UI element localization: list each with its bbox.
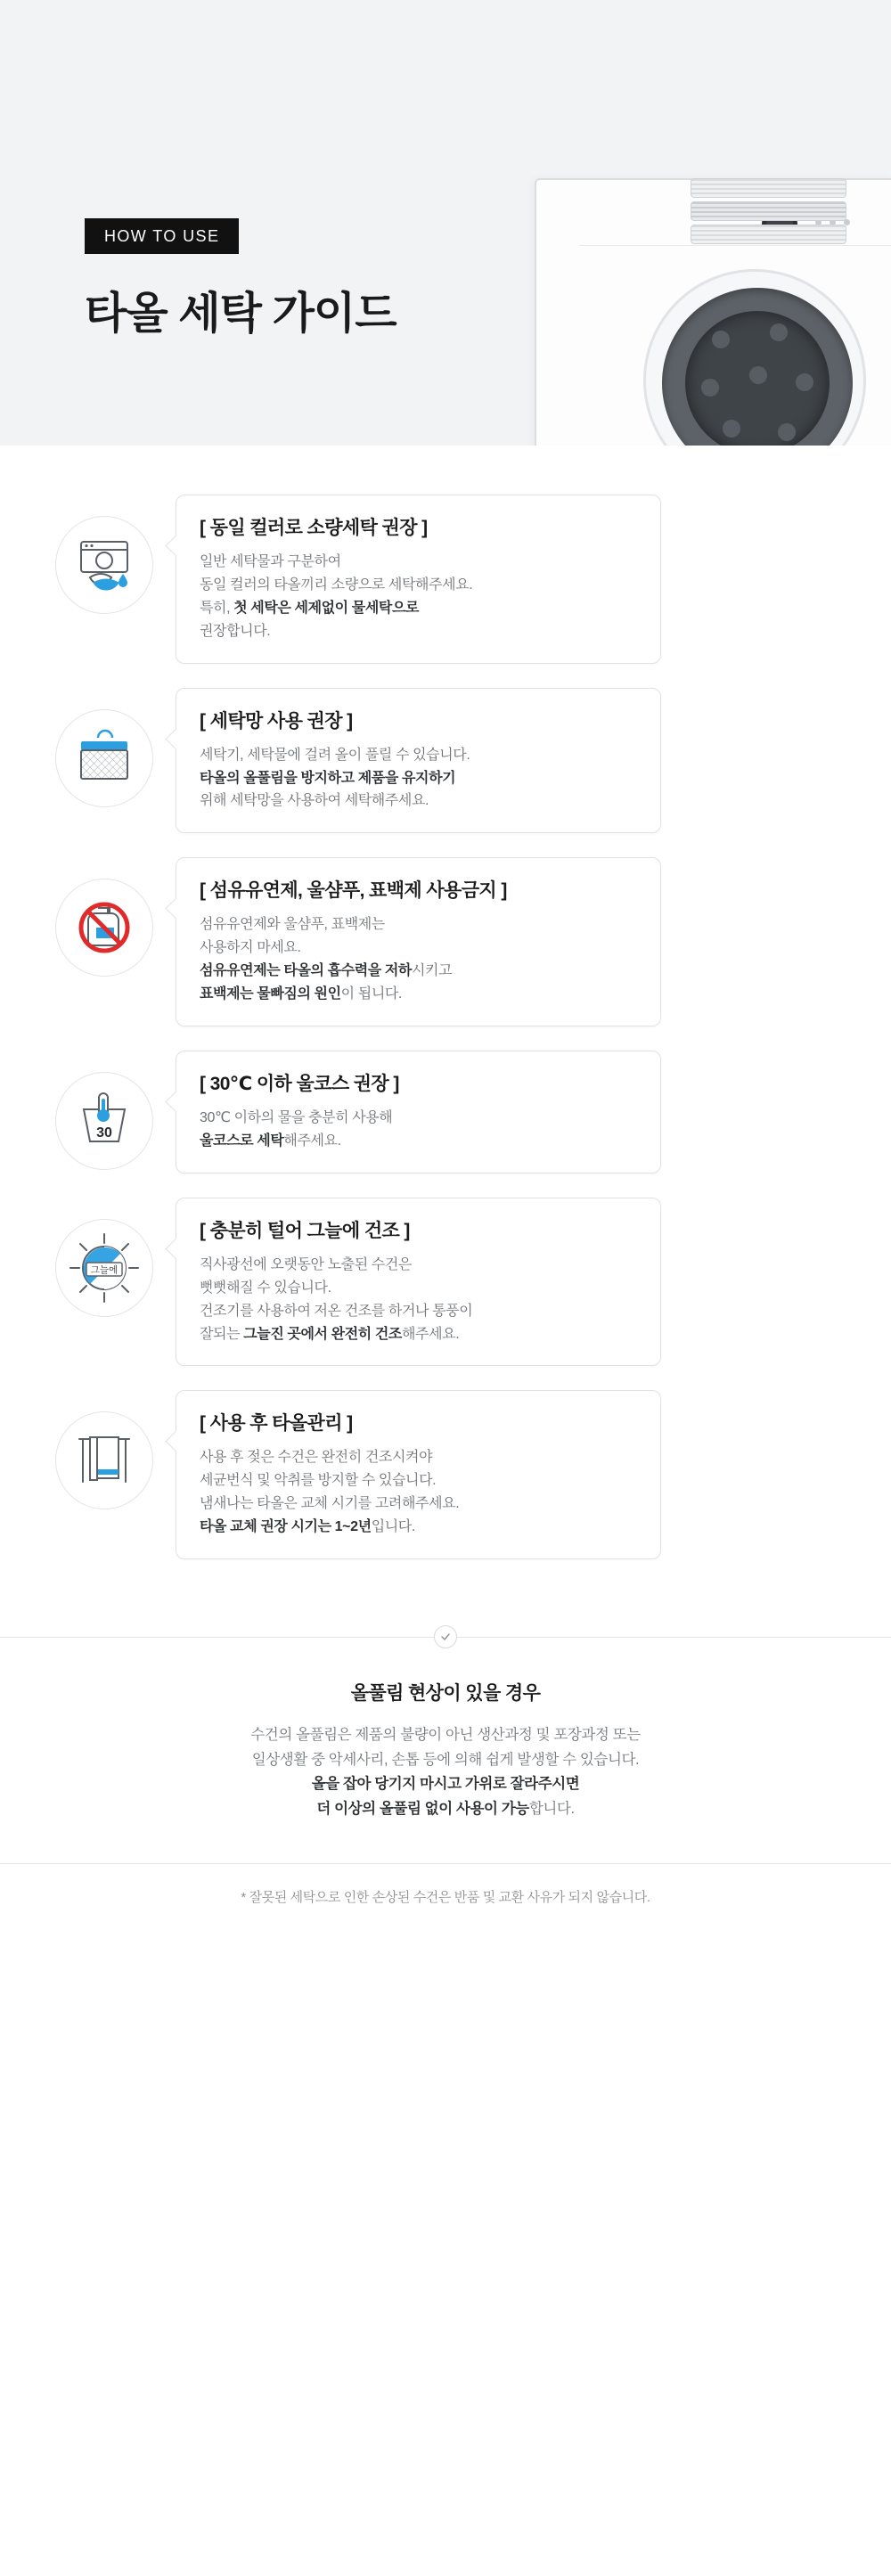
step-line: 사용 후 젖은 수건은 완전히 건조시켜야: [200, 1450, 433, 1466]
step-line: 건조기를 사용하여 저온 건조를 하거나 통풍이: [200, 1303, 473, 1319]
drum-hole: [701, 379, 719, 397]
step-line: 특히,: [200, 600, 234, 616]
step-title: [ 동일 컬러로 소량세탁 권장 ]: [200, 518, 428, 538]
drum-hole: [723, 420, 740, 438]
steps-list: [0, 446, 891, 1601]
step-line: 권장합니다.: [200, 623, 271, 639]
note-line-strong: 올을 잡아 당기지 마시고 가위로 잘라주시면: [311, 1776, 580, 1793]
step-title: [ 세탁망 사용 권장 ]: [200, 710, 353, 732]
temperature-value-label: 30: [96, 1124, 112, 1141]
section-divider: [0, 1637, 891, 1638]
step-title: [ 30℃ 이하 울코스 권장 ]: [200, 1073, 399, 1094]
step-line: 직사광선에 오랫동안 노출된 수건은: [200, 1256, 412, 1272]
hero-section: [0, 0, 891, 446]
step-bubble: [176, 495, 661, 664]
hero-text-block: [85, 218, 396, 341]
step-body: [200, 1446, 637, 1539]
step-line: 섬유유연제와 울샴푸, 표백제는: [200, 917, 385, 933]
no-fabric-softener-icon: [55, 879, 153, 977]
step-bubble: [176, 1198, 661, 1367]
drum-hole: [749, 366, 767, 384]
shade-dry-icon: [55, 1219, 153, 1317]
step-line-strong: 타올의 올풀림을 방지하고 제품을 유지하기: [200, 770, 456, 786]
towel-item: [691, 178, 846, 198]
step-item-temperature: [0, 1051, 891, 1174]
step-bubble: [176, 857, 661, 1026]
stacked-towels-illustration: [691, 178, 846, 267]
step-item-color-sort: [0, 495, 891, 664]
step-line-strong: 울코스로 세탁: [200, 1133, 284, 1149]
towel-hanger-icon: [55, 1411, 153, 1509]
drum-hole: [770, 323, 788, 341]
step-line: 해주세요.: [401, 1326, 460, 1342]
note-heading: 올풀림 현상이 있을 경우: [350, 1683, 541, 1705]
note-line: 일상생활 중 악세사리, 손톱 등에 의해 쉽게 발생할 수 있습니다.: [251, 1751, 640, 1768]
step-body: [200, 1107, 637, 1153]
step-body: [200, 1254, 637, 1346]
step-line: 세균번식 및 악취를 방지할 수 있습니다.: [200, 1473, 437, 1489]
step-line-strong: 첫 세탁은 세제없이 물세탁으로: [233, 600, 420, 616]
step-item-laundry-net: [0, 688, 891, 834]
step-line: 해주세요.: [283, 1133, 341, 1149]
laundry-net-icon: [55, 709, 153, 807]
washer-door: [643, 269, 866, 446]
washing-machine-illustration: [508, 178, 891, 446]
step-body: [200, 744, 637, 814]
fraying-note-section: [0, 1638, 891, 1822]
towel-item: [691, 201, 846, 221]
note-line: 합니다.: [528, 1801, 575, 1818]
note-line: 수건의 올풀림은 제품의 불량이 아닌 생산과정 및 포장과정 또는: [250, 1727, 641, 1744]
step-line-strong: 타올 교체 권장 시기는 1~2년: [200, 1519, 372, 1535]
step-body: [200, 551, 637, 643]
note-body: [53, 1723, 838, 1822]
step-line: 사용하지 마세요.: [200, 940, 301, 956]
washing-machine-icon: [55, 516, 153, 614]
drum-hole: [778, 423, 796, 441]
step-line: 냄새나는 타올은 교체 시기를 고려해주세요.: [200, 1496, 460, 1512]
step-line: 세탁기, 세탁물에 걸려 올이 풀릴 수 있습니다.: [200, 747, 470, 763]
step-line: 시키고: [411, 963, 453, 979]
step-title: [ 섬유유연제, 울샴푸, 표백제 사용금지 ]: [200, 880, 507, 902]
check-circle-icon: [434, 1625, 457, 1648]
drum-hole: [712, 331, 730, 348]
step-line: 이 됩니다.: [340, 986, 402, 1002]
temperature-30-icon: [55, 1072, 153, 1170]
step-line-strong: 섬유유연제는 타올의 흡수력을 저하: [200, 963, 412, 979]
step-line: 동일 컬러의 타올끼리 소량으로 세탁해주세요.: [200, 577, 473, 593]
step-line-strong: 그늘진 곳에서 완전히 건조: [243, 1326, 402, 1342]
disclaimer-text: * 잘못된 세탁으로 인한 손상된 수건은 반품 및 교환 사유가 되지 않습니다.: [0, 1863, 891, 1942]
step-title: [ 충분히 털어 그늘에 건조 ]: [200, 1220, 410, 1241]
step-item-after-use-care: [0, 1390, 891, 1559]
step-item-shade-dry: [0, 1198, 891, 1367]
washer-drum: [685, 311, 830, 446]
step-body: [200, 913, 637, 1006]
step-bubble: [176, 688, 661, 834]
step-line: 일반 세탁물과 구분하여: [200, 554, 341, 569]
step-line: 30℃ 이하의 물을 충분히 사용해: [200, 1109, 393, 1125]
page-title: 타올 세탁 가이드: [85, 290, 396, 338]
step-line: 잘되는: [200, 1326, 244, 1342]
washer-door-glass: [662, 288, 853, 446]
step-line: 뻣뻣해질 수 있습니다.: [200, 1280, 331, 1296]
step-bubble: [176, 1390, 661, 1559]
note-line-strong: 더 이상의 올풀림 없이 사용이 가능: [316, 1801, 529, 1818]
step-line-strong: 표백제는 물빠짐의 원인: [200, 986, 341, 1002]
step-title: [ 사용 후 타올관리 ]: [200, 1413, 353, 1435]
step-item-no-softener: [0, 857, 891, 1026]
hero-kicker-badge: HOW TO USE: [85, 218, 239, 254]
step-bubble: [176, 1051, 661, 1174]
step-line: 위해 세탁망을 사용하여 세탁해주세요.: [200, 793, 429, 809]
towel-item: [691, 225, 846, 244]
step-line: 입니다.: [371, 1519, 415, 1535]
shade-label: 그늘에: [90, 1264, 119, 1276]
drum-hole: [796, 373, 813, 391]
